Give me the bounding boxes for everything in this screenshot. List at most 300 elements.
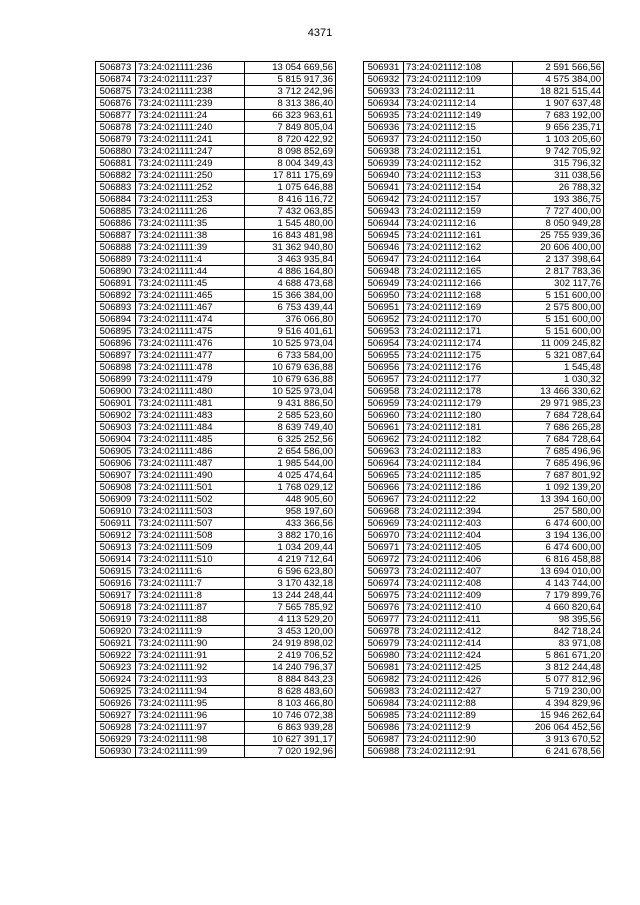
cadastral-number-cell: 73:24:021111:39	[136, 242, 245, 254]
table-row	[96, 698, 336, 710]
row-number-cell: 506978	[364, 626, 404, 638]
cadastral-number-cell: 73:24:021111:45	[136, 278, 245, 290]
cadastral-number-cell: 73:24:021112:186	[404, 482, 513, 494]
table-row	[364, 74, 604, 86]
row-number-cell: 506950	[364, 290, 404, 302]
cadastral-number-cell: 73:24:021111:88	[136, 614, 245, 626]
table-row	[364, 182, 604, 194]
cadastral-value-cell: 10 627 391,17	[245, 734, 336, 746]
table-row	[364, 734, 604, 746]
table-row	[364, 326, 604, 338]
table-row	[96, 494, 336, 506]
table-row	[364, 590, 604, 602]
cadastral-value-cell: 1 768 029,12	[245, 482, 336, 494]
cadastral-value-cell: 9 742 705,92	[513, 146, 604, 158]
table-row	[96, 194, 336, 206]
table-row	[96, 302, 336, 314]
cadastral-value-cell: 8 884 843,23	[245, 674, 336, 686]
cadastral-value-cell: 13 054 669,56	[245, 62, 336, 74]
table-row	[364, 542, 604, 554]
table-row	[364, 434, 604, 446]
table-row	[364, 470, 604, 482]
cadastral-number-cell: 73:24:021111:501	[136, 482, 245, 494]
table-row	[364, 662, 604, 674]
row-number-cell: 506909	[96, 494, 136, 506]
table-row	[364, 362, 604, 374]
cadastral-number-cell: 73:24:021111:480	[136, 386, 245, 398]
table-row	[96, 518, 336, 530]
cadastral-number-cell: 73:24:021111:91	[136, 650, 245, 662]
cadastral-value-cell: 1 030,32	[513, 374, 604, 386]
row-number-cell: 506971	[364, 542, 404, 554]
cadastral-value-cell: 13 394 160,00	[513, 494, 604, 506]
cadastral-number-cell: 73:24:021111:481	[136, 398, 245, 410]
row-number-cell: 506874	[96, 74, 136, 86]
table-row	[96, 314, 336, 326]
cadastral-number-cell: 73:24:021111:7	[136, 578, 245, 590]
row-number-cell: 506877	[96, 110, 136, 122]
cadastral-value-cell: 7 686 265,28	[513, 422, 604, 434]
cadastral-value-cell: 3 170 432,18	[245, 578, 336, 590]
cadastral-number-cell: 73:24:021111:252	[136, 182, 245, 194]
cadastral-value-cell: 7 685 496,96	[513, 458, 604, 470]
cadastral-value-cell: 5 151 600,00	[513, 326, 604, 338]
row-number-cell: 506977	[364, 614, 404, 626]
cadastral-value-cell: 8 628 483,60	[245, 686, 336, 698]
row-number-cell: 506925	[96, 686, 136, 698]
cadastral-value-cell: 4 575 384,00	[513, 74, 604, 86]
cadastral-value-cell: 7 685 496,96	[513, 446, 604, 458]
cadastral-value-cell: 26 788,32	[513, 182, 604, 194]
row-number-cell: 506955	[364, 350, 404, 362]
cadastral-number-cell: 73:24:021111:253	[136, 194, 245, 206]
cadastral-value-cell: 6 816 458,88	[513, 554, 604, 566]
row-number-cell: 506945	[364, 230, 404, 242]
cadastral-value-cell: 842 718,24	[513, 626, 604, 638]
cadastral-value-cell: 5 151 600,00	[513, 290, 604, 302]
row-number-cell: 506946	[364, 242, 404, 254]
cadastral-number-cell: 73:24:021112:14	[404, 98, 513, 110]
table-row	[96, 578, 336, 590]
table-row	[364, 242, 604, 254]
cadastral-number-cell: 73:24:021111:4	[136, 254, 245, 266]
table-row	[364, 134, 604, 146]
table-row	[364, 206, 604, 218]
table-row	[364, 494, 604, 506]
cadastral-number-cell: 73:24:021112:89	[404, 710, 513, 722]
table-row	[96, 722, 336, 734]
table-row	[96, 98, 336, 110]
table-row	[96, 458, 336, 470]
cadastral-value-cell: 6 863 939,28	[245, 722, 336, 734]
cadastral-value-cell: 7 684 728,64	[513, 434, 604, 446]
row-number-cell: 506983	[364, 686, 404, 698]
table-row	[96, 614, 336, 626]
row-number-cell: 506888	[96, 242, 136, 254]
cadastral-value-cell: 24 919 898,02	[245, 638, 336, 650]
cadastral-number-cell: 73:24:021112:404	[404, 530, 513, 542]
right-table	[363, 61, 604, 758]
cadastral-number-cell: 73:24:021111:95	[136, 698, 245, 710]
cadastral-number-cell: 73:24:021111:467	[136, 302, 245, 314]
cadastral-number-cell: 73:24:021112:157	[404, 194, 513, 206]
table-row	[364, 458, 604, 470]
table-row	[364, 122, 604, 134]
cadastral-number-cell: 73:24:021112:164	[404, 254, 513, 266]
cadastral-value-cell: 29 971 985,23	[513, 398, 604, 410]
cadastral-number-cell: 73:24:021111:97	[136, 722, 245, 734]
table-row	[364, 266, 604, 278]
table-row	[364, 602, 604, 614]
cadastral-value-cell: 4 660 820,64	[513, 602, 604, 614]
table-row	[364, 674, 604, 686]
table-row	[96, 110, 336, 122]
table-row	[364, 218, 604, 230]
cadastral-number-cell: 73:24:021112:171	[404, 326, 513, 338]
cadastral-value-cell: 8 103 466,80	[245, 698, 336, 710]
cadastral-number-cell: 73:24:021112:16	[404, 218, 513, 230]
row-number-cell: 506929	[96, 734, 136, 746]
left-table	[95, 61, 336, 758]
row-number-cell: 506974	[364, 578, 404, 590]
cadastral-value-cell: 18 821 515,44	[513, 86, 604, 98]
cadastral-number-cell: 73:24:021111:24	[136, 110, 245, 122]
cadastral-number-cell: 73:24:021111:94	[136, 686, 245, 698]
cadastral-number-cell: 73:24:021111:237	[136, 74, 245, 86]
table-row	[96, 686, 336, 698]
cadastral-value-cell: 15 366 384,00	[245, 290, 336, 302]
cadastral-value-cell: 206 064 452,56	[513, 722, 604, 734]
cadastral-number-cell: 73:24:021111:483	[136, 410, 245, 422]
cadastral-number-cell: 73:24:021112:11	[404, 86, 513, 98]
table-row	[96, 602, 336, 614]
row-number-cell: 506900	[96, 386, 136, 398]
table-row	[96, 146, 336, 158]
cadastral-number-cell: 73:24:021112:162	[404, 242, 513, 254]
cadastral-value-cell: 311 038,56	[513, 170, 604, 182]
cadastral-number-cell: 73:24:021111:477	[136, 350, 245, 362]
table-row	[364, 314, 604, 326]
row-number-cell: 506906	[96, 458, 136, 470]
table-row	[364, 62, 604, 74]
row-number-cell: 506952	[364, 314, 404, 326]
cadastral-number-cell: 73:24:021112:88	[404, 698, 513, 710]
table-row	[96, 590, 336, 602]
cadastral-number-cell: 73:24:021111:240	[136, 122, 245, 134]
row-number-cell: 506956	[364, 362, 404, 374]
cadastral-number-cell: 73:24:021112:403	[404, 518, 513, 530]
row-number-cell: 506962	[364, 434, 404, 446]
cadastral-value-cell: 3 882 170,16	[245, 530, 336, 542]
row-number-cell: 506882	[96, 170, 136, 182]
cadastral-value-cell: 7 849 805,04	[245, 122, 336, 134]
row-number-cell: 506896	[96, 338, 136, 350]
cadastral-number-cell: 73:24:021111:92	[136, 662, 245, 674]
cadastral-value-cell: 31 362 940,80	[245, 242, 336, 254]
cadastral-value-cell: 6 325 252,56	[245, 434, 336, 446]
cadastral-number-cell: 73:24:021111:503	[136, 506, 245, 518]
row-number-cell: 506915	[96, 566, 136, 578]
row-number-cell: 506918	[96, 602, 136, 614]
cadastral-number-cell: 73:24:021112:178	[404, 386, 513, 398]
row-number-cell: 506920	[96, 626, 136, 638]
table-row	[364, 530, 604, 542]
row-number-cell: 506928	[96, 722, 136, 734]
cadastral-value-cell: 8 098 852,69	[245, 146, 336, 158]
table-row	[96, 74, 336, 86]
cadastral-value-cell: 2 137 398,64	[513, 254, 604, 266]
cadastral-number-cell: 73:24:021111:247	[136, 146, 245, 158]
row-number-cell: 506887	[96, 230, 136, 242]
row-number-cell: 506972	[364, 554, 404, 566]
table-row	[96, 338, 336, 350]
row-number-cell: 506898	[96, 362, 136, 374]
cadastral-value-cell: 5 321 087,64	[513, 350, 604, 362]
cadastral-value-cell: 13 694 010,00	[513, 566, 604, 578]
cadastral-number-cell: 73:24:021111:9	[136, 626, 245, 638]
row-number-cell: 506881	[96, 158, 136, 170]
table-row	[96, 566, 336, 578]
row-number-cell: 506914	[96, 554, 136, 566]
cadastral-number-cell: 73:24:021112:154	[404, 182, 513, 194]
cadastral-value-cell: 1 545,48	[513, 362, 604, 374]
cadastral-number-cell: 73:24:021111:241	[136, 134, 245, 146]
cadastral-value-cell: 1 985 544,00	[245, 458, 336, 470]
table-row	[364, 710, 604, 722]
table-row	[96, 86, 336, 98]
cadastral-value-cell: 7 683 192,00	[513, 110, 604, 122]
cadastral-number-cell: 73:24:021111:99	[136, 746, 245, 758]
table-row	[364, 374, 604, 386]
cadastral-value-cell: 16 843 481,98	[245, 230, 336, 242]
table-row	[364, 554, 604, 566]
cadastral-value-cell: 4 688 473,68	[245, 278, 336, 290]
row-number-cell: 506954	[364, 338, 404, 350]
row-number-cell: 506899	[96, 374, 136, 386]
cadastral-value-cell: 10 525 973,04	[245, 386, 336, 398]
cadastral-number-cell: 73:24:021111:509	[136, 542, 245, 554]
cadastral-value-cell: 7 727 400,00	[513, 206, 604, 218]
cadastral-value-cell: 20 606 400,00	[513, 242, 604, 254]
row-number-cell: 506960	[364, 410, 404, 422]
cadastral-number-cell: 73:24:021111:478	[136, 362, 245, 374]
table-row	[96, 254, 336, 266]
cadastral-number-cell: 73:24:021112:166	[404, 278, 513, 290]
row-number-cell: 506968	[364, 506, 404, 518]
cadastral-number-cell: 73:24:021111:510	[136, 554, 245, 566]
cadastral-value-cell: 6 753 439,44	[245, 302, 336, 314]
table-row	[364, 722, 604, 734]
cadastral-value-cell: 1 034 209,44	[245, 542, 336, 554]
cadastral-number-cell: 73:24:021112:153	[404, 170, 513, 182]
row-number-cell: 506943	[364, 206, 404, 218]
table-row	[96, 278, 336, 290]
row-number-cell: 506969	[364, 518, 404, 530]
cadastral-value-cell: 448 905,60	[245, 494, 336, 506]
cadastral-value-cell: 4 113 529,20	[245, 614, 336, 626]
cadastral-number-cell: 73:24:021111:44	[136, 266, 245, 278]
cadastral-value-cell: 1 103 205,60	[513, 134, 604, 146]
row-number-cell: 506959	[364, 398, 404, 410]
row-number-cell: 506895	[96, 326, 136, 338]
row-number-cell: 506933	[364, 86, 404, 98]
cadastral-number-cell: 73:24:021112:15	[404, 122, 513, 134]
cadastral-number-cell: 73:24:021111:6	[136, 566, 245, 578]
row-number-cell: 506975	[364, 590, 404, 602]
row-number-cell: 506927	[96, 710, 136, 722]
cadastral-number-cell: 73:24:021112:426	[404, 674, 513, 686]
row-number-cell: 506941	[364, 182, 404, 194]
cadastral-value-cell: 5 719 230,00	[513, 686, 604, 698]
cadastral-number-cell: 73:24:021112:159	[404, 206, 513, 218]
cadastral-value-cell: 14 240 796,37	[245, 662, 336, 674]
table-row	[364, 98, 604, 110]
table-row	[96, 710, 336, 722]
row-number-cell: 506963	[364, 446, 404, 458]
row-number-cell: 506937	[364, 134, 404, 146]
cadastral-value-cell: 8 004 349,43	[245, 158, 336, 170]
row-number-cell: 506912	[96, 530, 136, 542]
row-number-cell: 506905	[96, 446, 136, 458]
row-number-cell: 506938	[364, 146, 404, 158]
cadastral-number-cell: 73:24:021111:250	[136, 170, 245, 182]
row-number-cell: 506903	[96, 422, 136, 434]
cadastral-number-cell: 73:24:021111:87	[136, 602, 245, 614]
cadastral-value-cell: 10 525 973,04	[245, 338, 336, 350]
cadastral-number-cell: 73:24:021111:98	[136, 734, 245, 746]
row-number-cell: 506931	[364, 62, 404, 74]
cadastral-number-cell: 73:24:021111:8	[136, 590, 245, 602]
row-number-cell: 506940	[364, 170, 404, 182]
table-row	[96, 398, 336, 410]
cadastral-value-cell: 7 432 063,85	[245, 206, 336, 218]
table-row	[96, 734, 336, 746]
cadastral-number-cell: 73:24:021112:425	[404, 662, 513, 674]
row-number-cell: 506948	[364, 266, 404, 278]
cadastral-value-cell: 4 025 474,64	[245, 470, 336, 482]
cadastral-number-cell: 73:24:021112:409	[404, 590, 513, 602]
cadastral-number-cell: 73:24:021112:169	[404, 302, 513, 314]
cadastral-number-cell: 73:24:021111:238	[136, 86, 245, 98]
table-row	[96, 230, 336, 242]
cadastral-value-cell: 315 796,32	[513, 158, 604, 170]
row-number-cell: 506936	[364, 122, 404, 134]
table-row	[96, 638, 336, 650]
row-number-cell: 506930	[96, 746, 136, 758]
row-number-cell: 506926	[96, 698, 136, 710]
row-number-cell: 506921	[96, 638, 136, 650]
row-number-cell: 506924	[96, 674, 136, 686]
table-row	[364, 506, 604, 518]
table-row	[96, 746, 336, 758]
cadastral-number-cell: 73:24:021111:90	[136, 638, 245, 650]
cadastral-value-cell: 2 585 523,60	[245, 410, 336, 422]
table-row	[96, 242, 336, 254]
cadastral-number-cell: 73:24:021111:484	[136, 422, 245, 434]
table-row	[364, 578, 604, 590]
cadastral-number-cell: 73:24:021112:149	[404, 110, 513, 122]
cadastral-number-cell: 73:24:021112:185	[404, 470, 513, 482]
cadastral-value-cell: 10 679 636,88	[245, 374, 336, 386]
table-row	[96, 170, 336, 182]
cadastral-value-cell: 8 639 749,40	[245, 422, 336, 434]
row-number-cell: 506886	[96, 218, 136, 230]
table-row	[96, 218, 336, 230]
cadastral-number-cell: 73:24:021112:152	[404, 158, 513, 170]
cadastral-value-cell: 8 720 422,92	[245, 134, 336, 146]
table-row	[96, 674, 336, 686]
cadastral-value-cell: 193 386,75	[513, 194, 604, 206]
table-row	[364, 338, 604, 350]
cadastral-value-cell: 6 241 678,56	[513, 746, 604, 758]
row-number-cell: 506981	[364, 662, 404, 674]
row-number-cell: 506891	[96, 278, 136, 290]
cadastral-value-cell: 7 179 899,76	[513, 590, 604, 602]
cadastral-value-cell: 3 812 244,48	[513, 662, 604, 674]
cadastral-number-cell: 73:24:021111:502	[136, 494, 245, 506]
cadastral-value-cell: 433 366,56	[245, 518, 336, 530]
table-row	[364, 350, 604, 362]
row-number-cell: 506880	[96, 146, 136, 158]
cadastral-number-cell: 73:24:021112:414	[404, 638, 513, 650]
row-number-cell: 506988	[364, 746, 404, 758]
cadastral-value-cell: 4 219 712,64	[245, 554, 336, 566]
row-number-cell: 506919	[96, 614, 136, 626]
cadastral-number-cell: 73:24:021112:174	[404, 338, 513, 350]
table-row	[96, 554, 336, 566]
cadastral-value-cell: 3 712 242,96	[245, 86, 336, 98]
cadastral-value-cell: 8 416 116,72	[245, 194, 336, 206]
row-number-cell: 506967	[364, 494, 404, 506]
cadastral-number-cell: 73:24:021111:507	[136, 518, 245, 530]
row-number-cell: 506953	[364, 326, 404, 338]
cadastral-number-cell: 73:24:021112:109	[404, 74, 513, 86]
table-row	[96, 374, 336, 386]
cadastral-value-cell: 2 575 800,00	[513, 302, 604, 314]
cadastral-value-cell: 257 580,00	[513, 506, 604, 518]
cadastral-number-cell: 73:24:021111:26	[136, 206, 245, 218]
table-row	[364, 686, 604, 698]
cadastral-number-cell: 73:24:021112:180	[404, 410, 513, 422]
cadastral-number-cell: 73:24:021112:161	[404, 230, 513, 242]
cadastral-number-cell: 73:24:021112:408	[404, 578, 513, 590]
cadastral-value-cell: 1 907 637,48	[513, 98, 604, 110]
cadastral-number-cell: 73:24:021112:412	[404, 626, 513, 638]
table-row	[364, 254, 604, 266]
cadastral-number-cell: 73:24:021111:239	[136, 98, 245, 110]
cadastral-number-cell: 73:24:021111:508	[136, 530, 245, 542]
cadastral-value-cell: 5 815 917,36	[245, 74, 336, 86]
cadastral-value-cell: 10 746 072,38	[245, 710, 336, 722]
cadastral-value-cell: 5 077 812,96	[513, 674, 604, 686]
cadastral-number-cell: 73:24:021112:177	[404, 374, 513, 386]
row-number-cell: 506878	[96, 122, 136, 134]
row-number-cell: 506913	[96, 542, 136, 554]
table-row	[96, 422, 336, 434]
table-row	[364, 422, 604, 434]
cadastral-value-cell: 15 946 262,64	[513, 710, 604, 722]
cadastral-number-cell: 73:24:021111:486	[136, 446, 245, 458]
cadastral-number-cell: 73:24:021112:170	[404, 314, 513, 326]
row-number-cell: 506934	[364, 98, 404, 110]
cadastral-number-cell: 73:24:021112:108	[404, 62, 513, 74]
cadastral-number-cell: 73:24:021112:176	[404, 362, 513, 374]
row-number-cell: 506944	[364, 218, 404, 230]
cadastral-value-cell: 9 656 235,71	[513, 122, 604, 134]
row-number-cell: 506939	[364, 158, 404, 170]
row-number-cell: 506889	[96, 254, 136, 266]
cadastral-value-cell: 8 050 949,28	[513, 218, 604, 230]
